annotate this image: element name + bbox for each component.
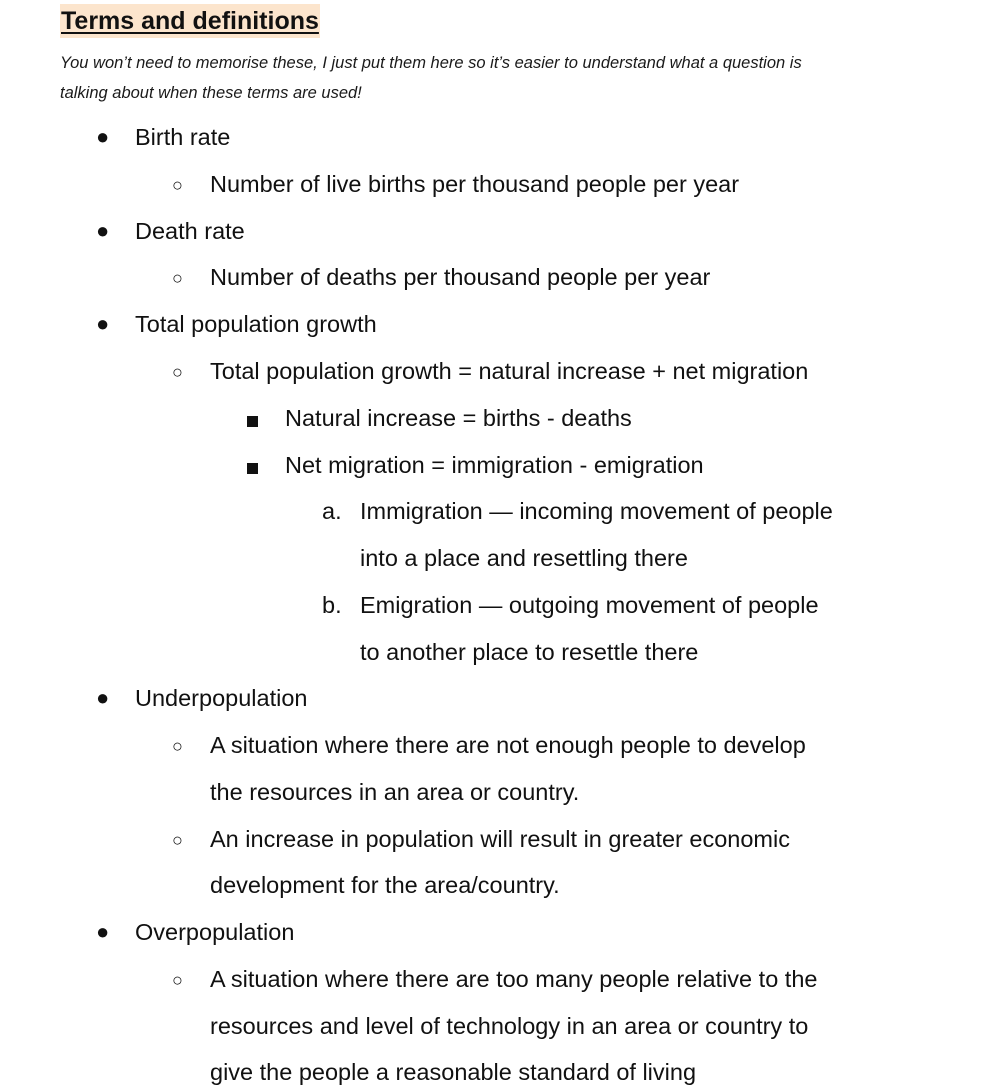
circle-bullet-icon: ○ xyxy=(172,830,183,850)
underpopulation-def-2-line-1: An increase in population will result in greater economic xyxy=(210,826,790,852)
intro-line-2: talking about when these terms are used! xyxy=(60,84,362,102)
bullet-icon: ● xyxy=(96,218,110,243)
emigration-line-1: Emigration — outgoing movement of people xyxy=(360,592,819,618)
bullet-icon: ● xyxy=(96,311,110,336)
intro-line-1: You won’t need to memorise these, I just put them here so it’s easier to understand what a question is xyxy=(60,54,802,72)
net-migration: Net migration = immigration - emigration xyxy=(285,452,704,478)
circle-bullet-icon: ○ xyxy=(172,268,183,288)
list-marker-b: b. xyxy=(322,592,342,618)
definition-death-rate: Number of deaths per thousand people per year xyxy=(210,264,711,290)
page-title: Terms and definitions xyxy=(60,4,320,38)
definition-total-population-growth: Total population growth = natural increase + net migration xyxy=(210,358,809,384)
overpopulation-def-line-2: resources and level of technology in an area or country to xyxy=(210,1013,809,1039)
term-overpopulation: Overpopulation xyxy=(135,919,295,945)
bullet-icon: ● xyxy=(96,919,110,944)
list-marker-a: a. xyxy=(322,498,342,524)
bullet-icon: ● xyxy=(96,685,110,710)
intro-text xyxy=(60,48,940,108)
natural-increase: Natural increase = births - deaths xyxy=(285,405,632,431)
underpopulation-def-1-line-1: A situation where there are not enough people to develop xyxy=(210,732,806,758)
overpopulation-def-line-3: give the people a reasonable standard of living xyxy=(210,1059,697,1085)
overpopulation-def-line-1: A situation where there are too many people relative to the xyxy=(210,966,818,992)
underpopulation-def-2-line-2: development for the area/country. xyxy=(210,872,560,898)
emigration-line-2: to another place to resettle there xyxy=(360,639,699,665)
term-birth-rate: Birth rate xyxy=(135,124,231,150)
immigration-line-1: Immigration — incoming movement of people xyxy=(360,498,833,524)
immigration-line-2: into a place and resettling there xyxy=(360,545,688,571)
circle-bullet-icon: ○ xyxy=(172,736,183,756)
circle-bullet-icon: ○ xyxy=(172,362,183,382)
bullet-icon: ● xyxy=(96,124,110,149)
circle-bullet-icon: ○ xyxy=(172,970,183,990)
term-underpopulation: Underpopulation xyxy=(135,685,308,711)
definition-birth-rate: Number of live births per thousand people per year xyxy=(210,171,740,197)
circle-bullet-icon: ○ xyxy=(172,175,183,195)
term-total-population-growth: Total population growth xyxy=(135,311,377,337)
underpopulation-def-1-line-2: the resources in an area or country. xyxy=(210,779,580,805)
term-death-rate: Death rate xyxy=(135,218,245,244)
